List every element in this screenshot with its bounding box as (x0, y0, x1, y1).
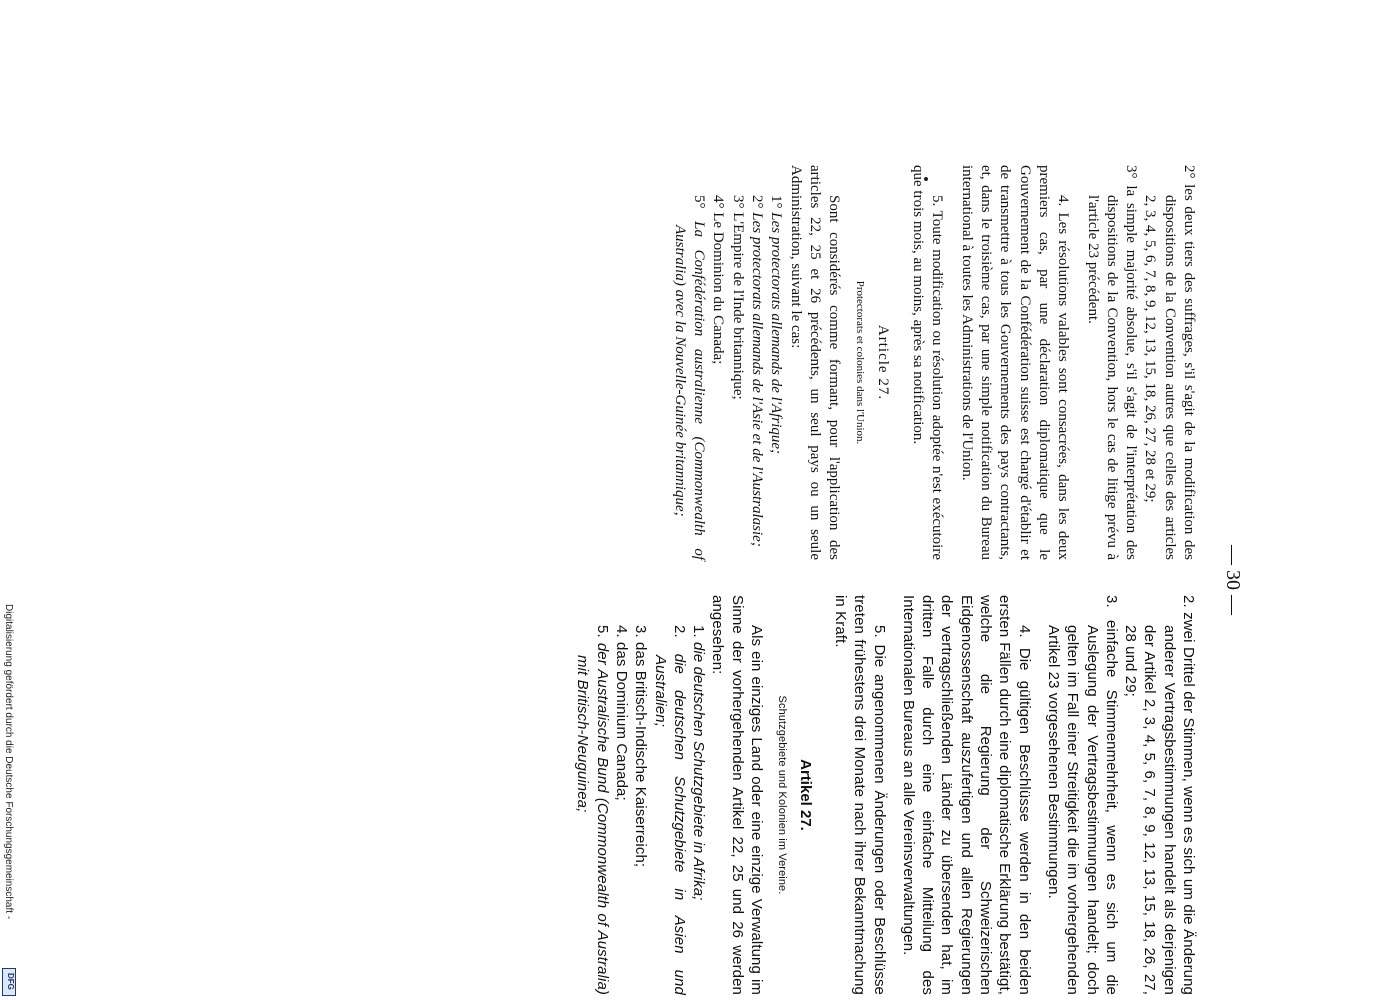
dfg-logo (2, 968, 16, 996)
fr-list-item: 1° Les protectorats allemands de l'Afrique; (768, 195, 785, 455)
german-column (573, 595, 1198, 995)
de-item-2: 2. zwei Drittel der Stimmen, wenn es sich um die Änderung anderer Vertragsbestimmungen handelt als derjenigen der Artikel 2, 3, 4, 5, 6, 7, 8, 9, 12, 13, 15, 18, 26, 27, 28 und 29; (1122, 595, 1197, 995)
de-paragraph-5: 5. Die angenommenen Änderungen oder Beschlüsse treten frühestens drei Monate nach ihrer Bekanntmachung in Kraft. (831, 595, 888, 995)
de-list-item: 4. das Dominium Canada; (612, 625, 630, 801)
rotated-page-content (166, 165, 1248, 995)
fr-item-3: 3° la simple majorité absolue, s'il s'agit de l'interprétation des dispositions de la Convention, hors le cas de litige prévu à l'article 23 précédent. (1084, 165, 1140, 560)
fr-article-subtitle: Protectorats et colonies dans l'Union. (853, 280, 866, 445)
de-paragraph-4: 4. Die gültigen Beschlüsse werden in den beiden ersten Fällen durch eine diplomatische Erklärung bestätigt, welche die Regierung der Schweizerischen Eidgenossenschaft auszufertigen und allen Regierungen der vertragschließenden Länder zu übersenden hat, im dritten Falle durch eine einfache Mitteilung des Internationalen Bureaus an alle Vereinsverwaltungen. (899, 595, 1033, 995)
fr-item-2: 2° les deux tiers des suffrages, s'il s'agit de la modification des dispositions de la Convention autres que celles des articles 2, 3, 4, 5, 6, 7, 8, 9, 12, 13, 15, 18, 26, 27, 28 et 29; (1142, 165, 1197, 560)
fr-paragraph-5: 5. Toute modification ou résolution adoptée n'est exécutoire que trois mois, au moins, après sa notification. (910, 165, 946, 560)
fr-list-item: 5° La Confédération australienne (Commonwealth of Australia) avec la Nouvelle-Guinée britannique; (671, 195, 708, 561)
fr-list-item: 4° Le Dominion du Canada; (710, 195, 727, 365)
de-list-item: 2. die deutschen Schutzgebiete in Asien und Australien; (651, 625, 688, 995)
de-article-heading: Artikel 27. (796, 759, 814, 831)
digitization-credit (0, 604, 16, 994)
de-item-3: 3. einfache Stimmenmehrheit, wenn es sich um die Auslegung der Vertragsbestimmungen handelt; doch gelten im Fall einer Streitigkeit die im vorhergehenden Artikel 23 vorgesehenen Bestimmungen. (1044, 595, 1120, 995)
fr-list-item: 3° L'Empire de l'Inde britannique; (729, 195, 746, 400)
fr-article-heading: Article 27. (874, 324, 891, 401)
de-list-item: 5. der Australische Bund (Commonwealth of Australia) mit Britisch-Neuguinea; (574, 625, 611, 995)
page-number: — 30 — (1222, 545, 1244, 615)
credit-text: Digitalisierung gefördert durch die Deutsche Forschungsgemeinschaft - (3, 604, 14, 920)
de-list-item: 3. das Britisch-Indische Kaiserreich; (632, 625, 650, 868)
fr-paragraph-4: 4. Les résolutions valables sont consacrées, dans les deux premiers cas, par une déclaration diplomatique que le Gouvernement de la Confédération suisse est chargé d'établir et de transmettre à tous les Gouvernements des pays contractants, et, dans le troisième cas, par une simple notification du Bureau international à toutes les Administrations de l'Union. (958, 165, 1072, 560)
dfg-logo-text: DFG (6, 973, 15, 990)
de-article-intro: Als ein einziges Land oder eine einzige Verwaltung im Sinne der vorhergehenden Artikel 22, 25 und 26 werden angesehen: (709, 595, 766, 995)
french-column (670, 165, 1198, 560)
fr-list-item: 2° Les protectorats allemands de l'Asie et de l'Australasie; (749, 195, 766, 547)
de-article-subtitle: Schutzgebiete und Kolonien im Vereine. (776, 695, 789, 895)
fr-article-intro: Sont considérés comme formant, pour l'application des articles 22, 25 et 26 précédents, un seul pays ou un seule Administration, suivant le cas: (787, 165, 843, 560)
de-list-item: 1. die deutschen Schutzgebiete in Afrika; (690, 625, 708, 901)
